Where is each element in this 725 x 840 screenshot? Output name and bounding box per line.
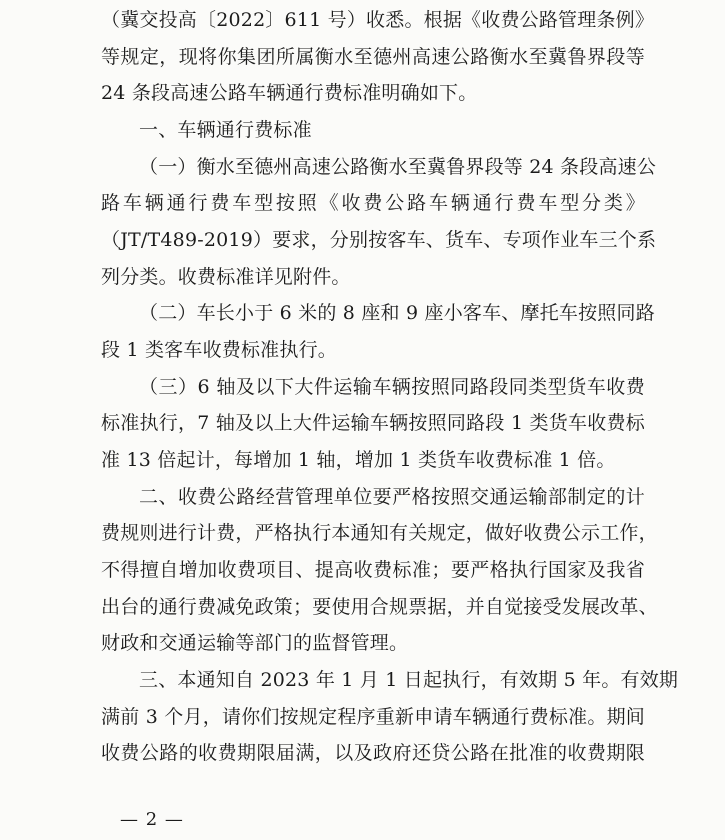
paragraph-line-15: 费规则进行计费，严格执行本通知有关规定，做好收费公示工作，: [101, 522, 658, 544]
paragraph-line-16: 不得擅自增加收费项目、提高收费标准；要严格执行国家及我省: [101, 559, 645, 581]
page-number: — 2 —: [120, 809, 184, 830]
paragraph-line-14: 二、收费公路经营管理单位要严格按照交通运输部制定的计: [139, 486, 645, 508]
paragraph-line-17: 出台的通行费减免政策；要使用合规票据，并自觉接受发展改革、: [101, 596, 658, 618]
paragraph-line-7: （JT/T489-2019）要求，分别按客车、货车、专项作业车三个系: [101, 229, 657, 251]
paragraph-line-10: 段 1 类客车收费标准执行。: [101, 339, 337, 361]
paragraph-line-18: 财政和交通运输等部门的监督管理。: [101, 632, 409, 654]
paragraph-line-5: （一）衡水至德州高速公路衡水至冀鲁界段等 24 条段高速公: [139, 156, 657, 178]
paragraph-line-9: （二）车长小于 6 米的 8 座和 9 座小客车、摩托车按照同路: [139, 302, 655, 324]
paragraph-line-19: 三、本通知自 2023 年 1 月 1 日起执行，有效期 5 年。有效期: [139, 669, 679, 691]
paragraph-line-3: 24 条段高速公路车辆通行费标准明确如下。: [101, 82, 478, 104]
paragraph-line-13: 准 13 倍起计，每增加 1 轴，增加 1 类货车收费标准 1 倍。: [101, 449, 616, 471]
paragraph-line-1: （冀交投高〔2022〕611 号）收悉。根据《收费公路管理条例》: [101, 9, 655, 31]
paragraph-line-2: 等规定，现将你集团所属衡水至德州高速公路衡水至冀鲁界段等: [101, 46, 645, 68]
section-heading-fee-standard: 一、车辆通行费标准: [139, 119, 312, 141]
paragraph-line-12: 标准执行，7 轴及以上大件运输车辆按照同路段 1 类货车收费标: [101, 412, 645, 434]
paragraph-line-8: 列分类。收费标准详见附件。: [101, 266, 351, 288]
paragraph-line-11: （三）6 轴及以下大件运输车辆按照同路段同类型货车收费: [139, 376, 645, 398]
paragraph-line-20: 满前 3 个月，请你们按规定程序重新申请车辆通行费标准。期间: [101, 706, 645, 728]
paragraph-line-6: 路车辆通行费车型按照《收费公路车辆通行费车型分类》: [101, 192, 645, 214]
paragraph-line-21: 收费公路的收费期限届满，以及政府还贷公路在批准的收费期限: [101, 742, 645, 764]
